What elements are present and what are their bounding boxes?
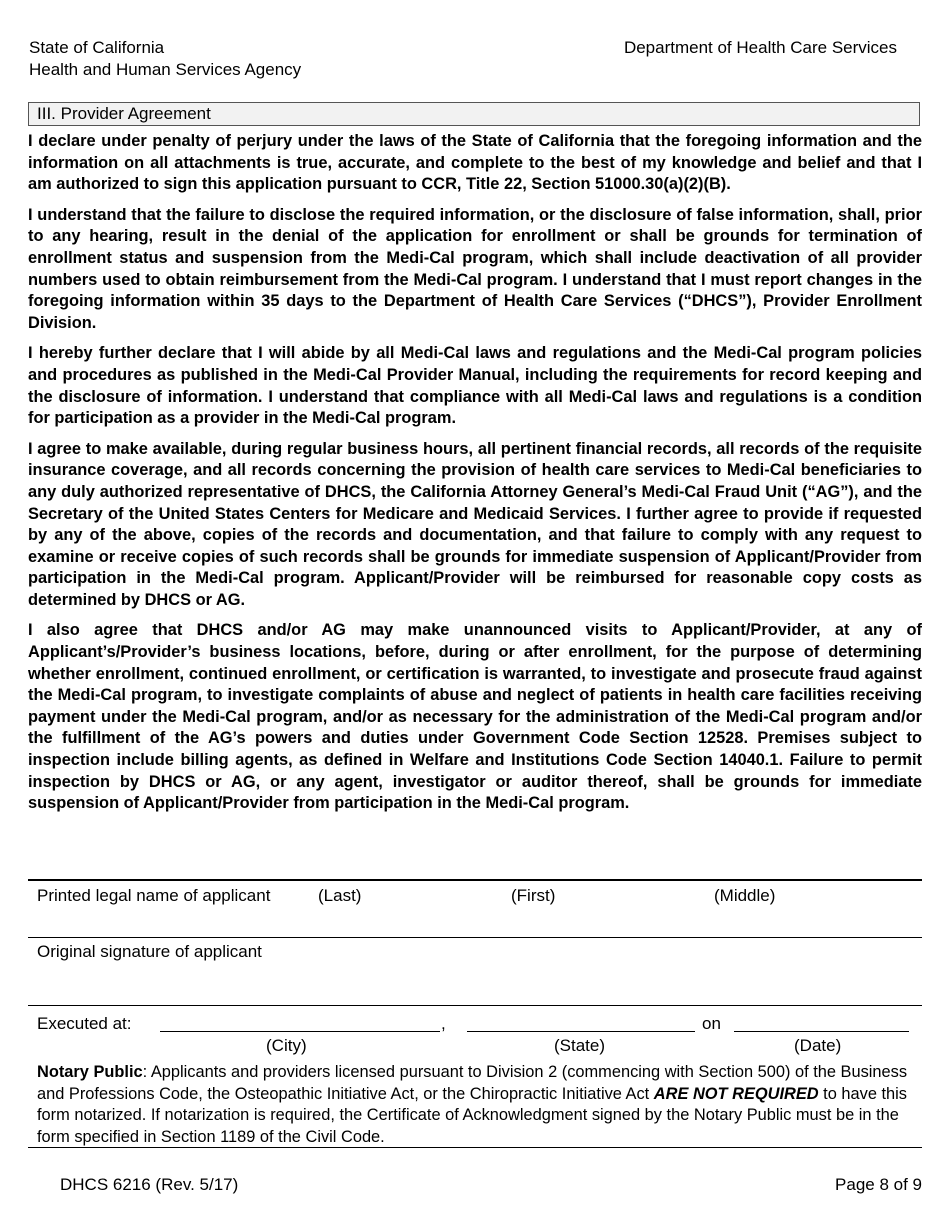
page-number: Page 8 of 9 [835,1175,922,1194]
agreement-paragraph: I agree to make available, during regular business hours, all pertinent financial records, all records of the requisite insurance coverage, and all records concerning the provision of health care services to Medi-Cal beneficiaries to any duly authorized representative of DHCS, the California Attorney General’s Medi-Cal Fraud Unit (“AG”), and the Secretary of the United States Centers for Medicare and Medicaid Services. I further agree to provide if requested by any of the above, copies of the records and documentation, and that failure to comply with any request to examine or receive copies of such records shall be grounds for immediate suspension of Applicant/Provider from participation in the Medi-Cal program. Applicant/Provider will be reimbursed for reasonable copy costs as determined by DHCS or AG. [28,439,922,609]
first-name-label: (First) [511,886,556,905]
form-divider [28,937,922,938]
agreement-paragraph: I also agree that DHCS and/or AG may make unannounced visits to Applicant/Provider, at any of Applicant’s/Provider’s business locations, before, during or after enrollment, for the purpose of determining whether enrollment, continued enrollment, or certification is warranted, to investigate and prosecute fraud against the Medi-Cal program, to investigate complaints of abuse and neglect of patients in health care facilities receiving payment under the Medi-Cal program, and/or as necessary for the administration of the Medi-Cal program and/or the fulfillment of the AG’s powers and duties under Government Code Section 12528. Premises subject to inspection include billing agents, as defined in Welfare and Institutions Code Section 14040.1. Failure to permit inspection by DHCS or AG, or any agent, investigator or auditor thereof, shall be grounds for immediate suspension of Applicant/Provider from participation in the Medi-Cal program. [28,621,922,813]
notary-text: : Applicants and providers licensed pursuant to Division 2 (commencing with Section 500) of the Business and Professions Code, the Osteopathic Initiative Act, or the Chiropractic Initiative Act [37,1063,908,1103]
notary-notice [37,1062,917,1148]
date-label: (Date) [794,1036,842,1055]
middle-name-label: (Middle) [714,886,776,905]
notary-heading: Notary Public [37,1063,143,1081]
section-title: III. Provider Agreement [28,102,920,126]
notary-emphasis: ARE NOT REQUIRED [653,1084,819,1103]
on-label: on [702,1014,721,1033]
form-id: DHCS 6216 (Rev. 5/17) [60,1175,239,1194]
agreement-paragraph: I hereby further declare that I will abide by all Medi-Cal laws and regulations and the Medi-Cal program policies and procedures as published in the Medi-Cal Provider Manual, including the requirements for record keeping and the disclosure of information. I understand that compliance with all Medi-Cal laws and regulations is a condition for participation as a provider in the Medi-Cal program. [28,344,922,428]
form-divider [28,1147,922,1148]
state-field[interactable] [467,1031,695,1032]
last-name-label: (Last) [318,886,362,905]
department-name: Department of Health Care Services [623,38,897,57]
agency-header [29,37,301,81]
notary-text-end: to have this form notarized. If notarization is required, the Certificate of Acknowledgment signed by the Notary Public must be in the form specified in Section 1189 of the Civil Code. [37,1084,908,1146]
agency-name: Health and Human Services Agency [29,60,302,79]
city-field[interactable] [160,1031,440,1032]
executed-at-label: Executed at: [37,1014,132,1033]
signature-label: Original signature of applicant [37,942,262,961]
agreement-text [28,131,922,815]
city-label: (City) [266,1036,307,1055]
agreement-paragraph: I understand that the failure to disclose the required information, or the disclosure of false information, shall, prior to any hearing, result in the denial of the application for enrollment or shall be grounds for termination of enrollment status and suspension from the Medi-Cal program, which shall include deactivation of all provider numbers used to obtain reimbursement from the Medi-Cal program. I understand that I must report changes in the foregoing information within 35 days to the Department of Health Care Services (“DHCS”), Provider Enrollment Division. [28,205,922,332]
form-divider [28,1005,922,1006]
comma-separator: , [441,1014,446,1033]
date-field[interactable] [734,1031,909,1032]
state-name: State of California [29,38,165,57]
form-divider [28,879,922,881]
printed-name-label: Printed legal name of applicant [37,886,271,905]
agreement-paragraph: I declare under penalty of perjury under the laws of the State of California that the foregoing information and the information on all attachments is true, accurate, and complete to the best of my knowledge and belief and that I am authorized to sign this application pursuant to CCR, Title 22, Section 51000.30(a)(2)(B). [28,132,922,194]
state-label: (State) [554,1036,606,1055]
